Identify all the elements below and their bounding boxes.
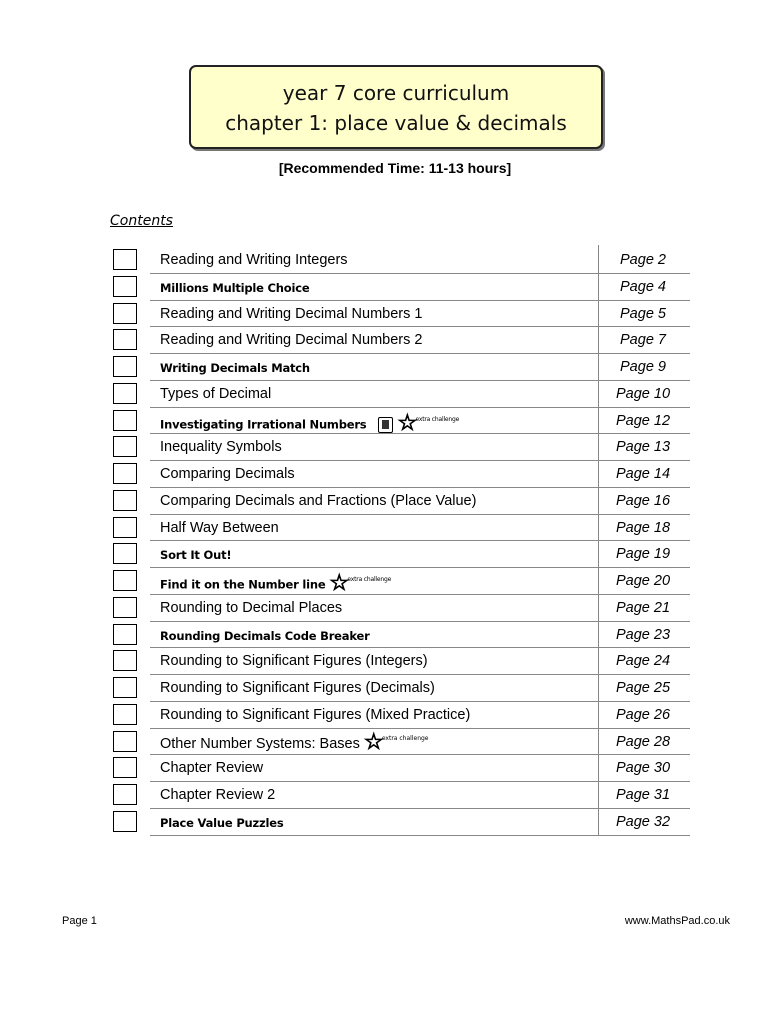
toc-item-title-text: Rounding Decimals Code Breaker [160, 628, 370, 643]
toc-item-title-text: Reading and Writing Decimal Numbers 1 [160, 305, 423, 322]
toc-item-title-text: Half Way Between [160, 519, 279, 536]
toc-checkbox[interactable] [113, 517, 137, 538]
toc-row [0, 515, 770, 542]
toc-row-rule [150, 835, 690, 836]
toc-item-title [160, 760, 263, 776]
toc-checkbox[interactable] [113, 410, 137, 431]
toc-row [0, 755, 770, 782]
chapter-title-line2: chapter 1: place value & decimals [225, 111, 567, 135]
toc-row [0, 595, 770, 622]
recommended-time: [Recommended Time: 11-13 hours] [278, 160, 512, 176]
toc-item-title [160, 680, 435, 696]
toc-item-title-text: Chapter Review 2 [160, 787, 276, 803]
toc-item-page: Page 23 [615, 626, 671, 643]
toc-item-page: Page 7 [620, 332, 666, 349]
toc-item-title [160, 520, 279, 536]
extra-challenge-label: extra challenge [415, 415, 460, 423]
toc-checkbox[interactable] [113, 303, 137, 324]
toc-item-title-text: Find it on the Number line [160, 577, 326, 592]
toc-item-title-text: Rounding to Decimal Places [160, 599, 343, 616]
toc-item-page: Page 19 [615, 546, 671, 563]
toc-item-title-text: Investigating Irrational Numbers [160, 417, 367, 431]
toc-item-title [160, 361, 310, 375]
toc-item-page: Page 13 [615, 439, 671, 456]
toc-item-title-text: Reading and Writing Decimal Numbers 2 [160, 332, 423, 349]
toc-row [0, 568, 770, 595]
toc-checkbox[interactable] [113, 356, 137, 377]
toc-checkbox[interactable] [113, 329, 137, 350]
toc-item-title-text: Rounding to Significant Figures (Integers) [160, 653, 428, 670]
toc-item-page: Page 12 [615, 412, 671, 429]
toc-checkbox[interactable] [113, 570, 137, 591]
toc-checkbox[interactable] [113, 811, 137, 832]
toc-checkbox[interactable] [113, 463, 137, 484]
toc-item-title-text: Reading and Writing Integers [160, 252, 348, 268]
toc-item-title-text: Inequality Symbols [160, 439, 282, 456]
star-icon: ☆ [363, 729, 384, 755]
toc-item-title [160, 571, 392, 596]
toc-checkbox[interactable] [113, 383, 137, 404]
toc-checkbox[interactable] [113, 436, 137, 457]
toc-item-title-text: Rounding to Significant Figures (Mixed Practice) [160, 706, 471, 723]
toc-item-title [160, 466, 295, 482]
toc-item-page: Page 4 [620, 278, 666, 295]
toc-item-title [160, 548, 231, 562]
toc-checkbox[interactable] [113, 624, 137, 645]
toc-checkbox[interactable] [113, 276, 137, 297]
toc-item-page: Page 30 [615, 760, 671, 777]
toc-item-page: Page 21 [615, 599, 671, 616]
toc-checkbox[interactable] [113, 249, 137, 270]
toc-checkbox[interactable] [113, 757, 137, 778]
toc-item-title [160, 439, 282, 455]
toc-item-page: Page 16 [615, 492, 671, 509]
toc-item-page: Page 10 [615, 385, 671, 402]
toc-item-title [160, 787, 275, 803]
toc-row [0, 301, 770, 328]
toc-checkbox[interactable] [113, 597, 137, 618]
toc-row [0, 247, 770, 274]
toc-item-title [160, 707, 470, 723]
toc-checkbox[interactable] [113, 677, 137, 698]
toc-row [0, 648, 770, 675]
toc-item-page: Page 2 [620, 252, 666, 268]
toc-checkbox[interactable] [113, 784, 137, 805]
calculator-icon [378, 417, 393, 433]
toc-item-title-text: Comparing Decimals [160, 466, 295, 482]
toc-item-page: Page 14 [615, 466, 671, 482]
toc-row [0, 461, 770, 488]
toc-item-title-text: Sort It Out! [160, 548, 232, 563]
extra-challenge-star-icon [397, 410, 460, 436]
toc-item-page: Page 9 [620, 359, 666, 375]
extra-challenge-label: extra challenge [381, 734, 429, 742]
toc-item-page: Page 31 [615, 787, 671, 803]
toc-row [0, 408, 770, 435]
toc-checkbox[interactable] [113, 704, 137, 725]
toc-item-title-text: Rounding to Significant Figures (Decimals) [160, 680, 435, 696]
toc-row [0, 675, 770, 702]
table-of-contents [0, 247, 770, 836]
toc-row [0, 541, 770, 568]
toc-item-title [160, 816, 284, 830]
toc-item-title [160, 386, 271, 402]
extra-challenge-star-icon [363, 729, 429, 755]
toc-item-title [160, 252, 348, 268]
toc-item-title-text: Chapter Review [160, 760, 264, 777]
toc-row [0, 622, 770, 649]
extra-challenge-star-icon [329, 571, 392, 596]
extra-challenge-label: extra challenge [347, 576, 392, 583]
toc-item-title [160, 306, 422, 322]
toc-row [0, 381, 770, 408]
toc-item-title-text: Writing Decimals Match [160, 361, 310, 375]
toc-checkbox[interactable] [113, 731, 137, 752]
toc-item-page: Page 24 [615, 653, 671, 670]
chapter-title-box [189, 65, 603, 149]
toc-item-page: Page 32 [615, 813, 671, 830]
chapter-title-line1: year 7 core curriculum [282, 81, 510, 105]
toc-item-title [160, 281, 309, 295]
toc-item-title [160, 629, 370, 643]
toc-row [0, 354, 770, 381]
toc-item-title [160, 653, 428, 669]
star-icon: ☆ [329, 571, 349, 596]
star-icon: ☆ [397, 410, 417, 436]
toc-item-title-text: Types of Decimal [160, 385, 272, 402]
toc-item-title [160, 332, 422, 348]
toc-row [0, 327, 770, 354]
toc-item-title-text: Place Value Puzzles [160, 815, 284, 830]
toc-item-page: Page 18 [615, 519, 671, 536]
toc-item-page: Page 20 [615, 573, 671, 589]
toc-item-title [160, 600, 342, 616]
toc-item-page: Page 28 [615, 733, 671, 750]
toc-row [0, 809, 770, 836]
toc-item-title-text: Comparing Decimals and Fractions (Place Value) [160, 492, 477, 509]
toc-row [0, 274, 770, 301]
toc-row [0, 782, 770, 809]
toc-item-title [160, 493, 476, 509]
toc-item-page: Page 25 [615, 680, 671, 696]
toc-item-title [160, 729, 429, 755]
toc-item-title [160, 410, 460, 436]
toc-item-page: Page 5 [620, 305, 666, 322]
contents-heading: Contents [110, 213, 173, 229]
footer-page-number: Page 1 [62, 915, 97, 927]
toc-checkbox[interactable] [113, 490, 137, 511]
toc-item-page: Page 26 [615, 706, 671, 723]
toc-checkbox[interactable] [113, 543, 137, 564]
toc-row [0, 488, 770, 515]
toc-item-title-text: Other Number Systems: Bases [160, 735, 360, 752]
toc-row [0, 729, 770, 756]
toc-item-title-text: Millions Multiple Choice [160, 280, 310, 295]
toc-checkbox[interactable] [113, 650, 137, 671]
toc-row [0, 702, 770, 729]
footer-website: www.MathsPad.co.uk [624, 915, 730, 927]
toc-row [0, 434, 770, 461]
